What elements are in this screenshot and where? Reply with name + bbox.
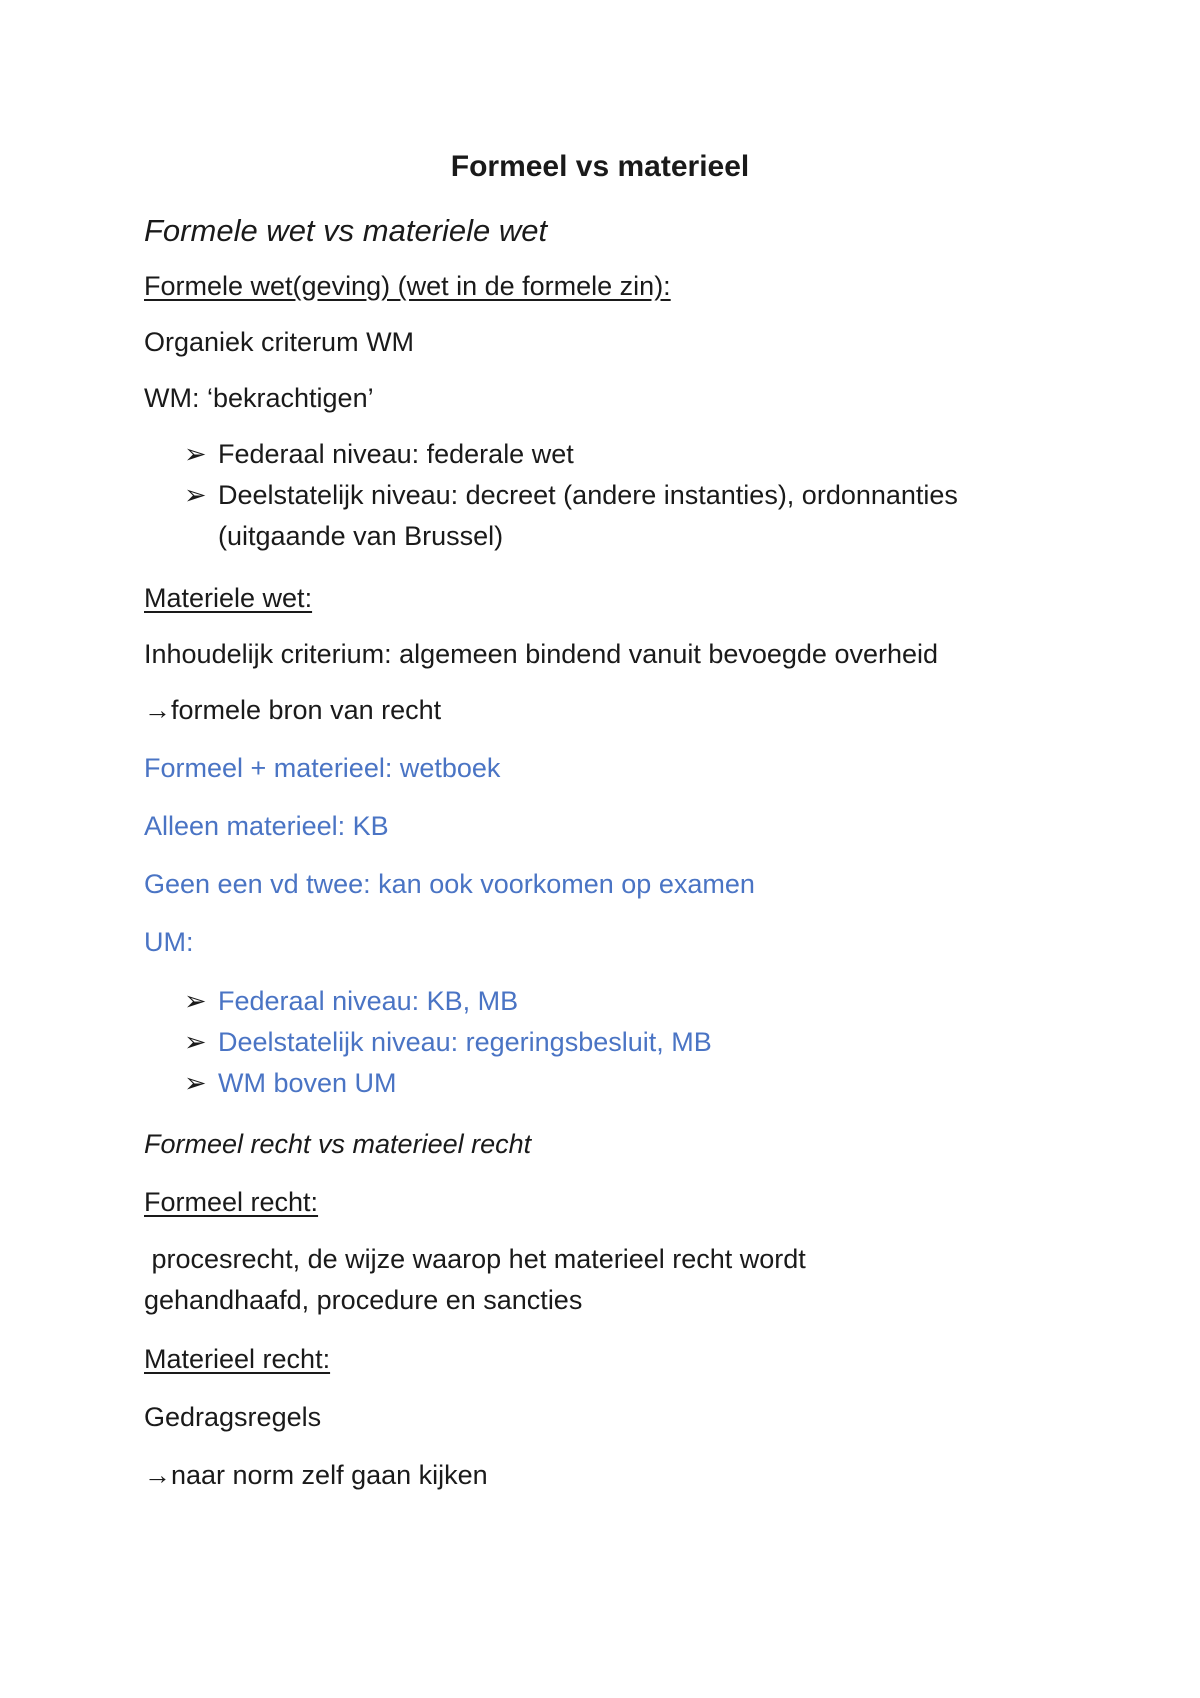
list-item: ➢ Federaal niveau: KB, MB bbox=[184, 986, 519, 1016]
formeel-recht-label: Formeel recht: bbox=[144, 1187, 319, 1217]
section-heading-formeel-recht: Formeel recht vs materieel recht bbox=[144, 1129, 532, 1159]
bullet-arrow-icon: ➢ bbox=[184, 480, 207, 510]
list-item: ➢ Federaal niveau: federale wet bbox=[184, 439, 574, 469]
blue-note: Formeel + materieel: wetboek bbox=[144, 753, 501, 783]
list-item-continuation: (uitgaande van Brussel) bbox=[218, 521, 504, 551]
list-item: ➢ WM boven UM bbox=[184, 1068, 397, 1098]
procesrecht-line-2: gehandhaafd, procedure en sancties bbox=[144, 1285, 583, 1315]
naar-norm-line: →naar norm zelf gaan kijken bbox=[144, 1460, 488, 1490]
materieel-recht-label: Materieel recht: bbox=[144, 1344, 331, 1374]
list-item: ➢ Deelstatelijk niveau: decreet (andere instanties), ordonnanties bbox=[184, 480, 958, 510]
arrow-icon: → bbox=[144, 1460, 171, 1490]
wm-bekrachtigen: WM: ‘bekrachtigen’ bbox=[144, 383, 374, 413]
bullet-arrow-icon: ➢ bbox=[184, 439, 207, 469]
bullet-arrow-icon: ➢ bbox=[184, 1027, 207, 1057]
blue-note: Alleen materieel: KB bbox=[144, 811, 389, 841]
bullet-arrow-icon: ➢ bbox=[184, 986, 207, 1016]
formele-wet-label: Formele wet(geving) (wet in de formele zin): bbox=[144, 271, 671, 301]
arrow-icon: → bbox=[144, 695, 171, 725]
blue-note: Geen een vd twee: kan ook voorkomen op examen bbox=[144, 869, 755, 899]
procesrecht-line: procesrecht, de wijze waarop het materieel recht wordt bbox=[144, 1244, 806, 1274]
blue-note: UM: bbox=[144, 927, 194, 957]
materiele-wet-label: Materiele wet: bbox=[144, 583, 313, 613]
gedragsregels: Gedragsregels bbox=[144, 1402, 322, 1432]
section-heading-formele-wet: Formele wet vs materiele wet bbox=[144, 213, 548, 248]
inhoudelijk-criterium: Inhoudelijk criterium: algemeen bindend vanuit bevoegde overheid bbox=[144, 639, 939, 669]
list-item: ➢ Deelstatelijk niveau: regeringsbesluit, MB bbox=[184, 1027, 712, 1057]
organiek-criterium: Organiek criterum WM bbox=[144, 327, 415, 357]
formele-bron-line: →formele bron van recht bbox=[144, 695, 442, 725]
bullet-arrow-icon: ➢ bbox=[184, 1068, 207, 1098]
page-title: Formeel vs materieel bbox=[450, 150, 750, 183]
